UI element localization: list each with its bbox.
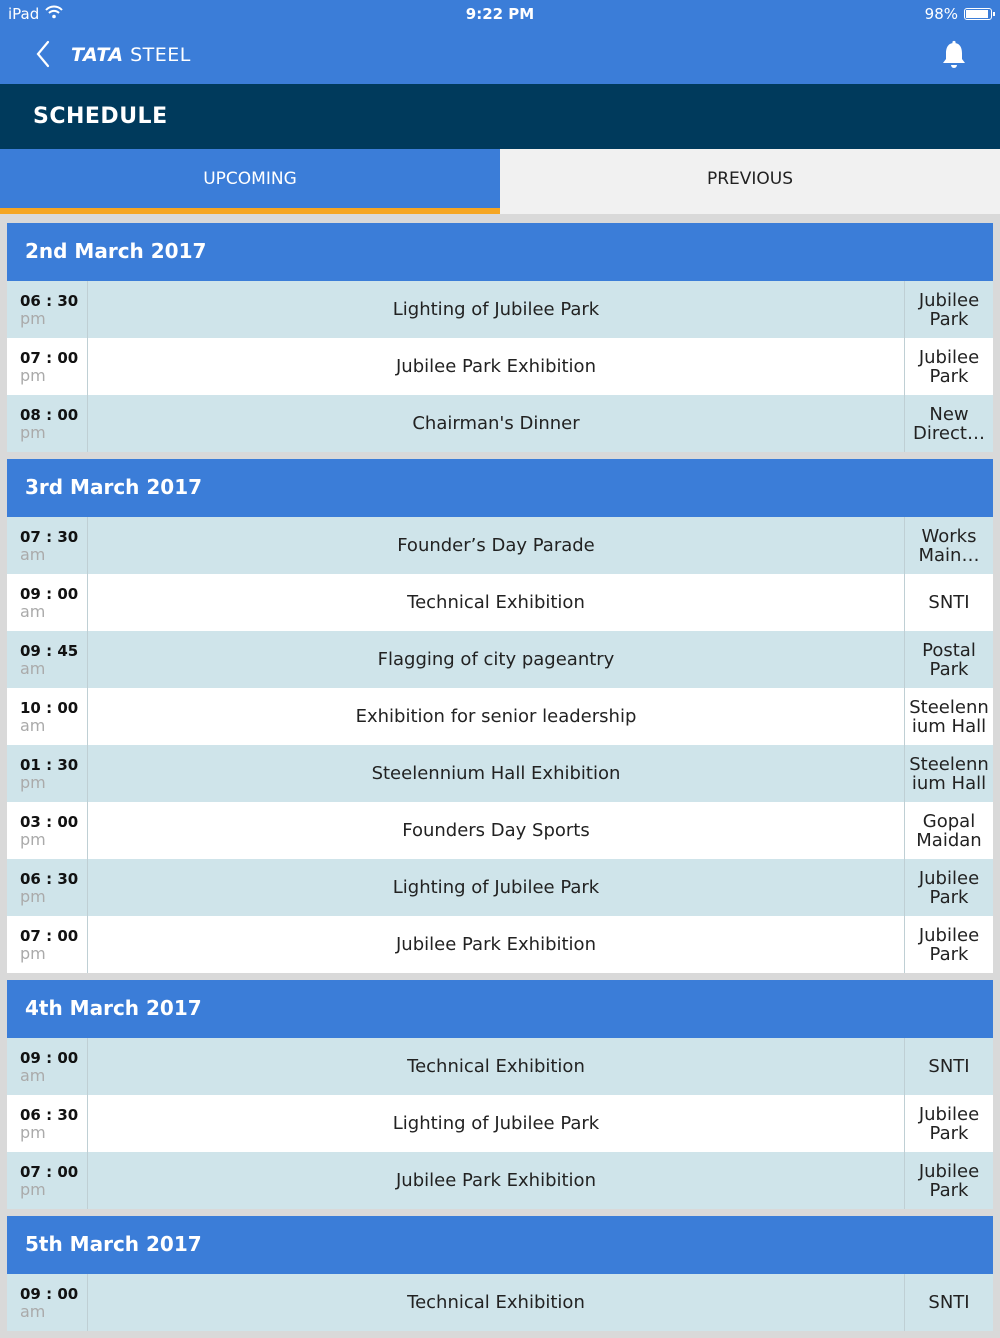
event-title: Founders Day Sports	[402, 820, 590, 841]
brand-logo	[71, 44, 191, 66]
event-time	[7, 1152, 88, 1209]
event-time-ampm: am	[20, 602, 46, 621]
event-time	[7, 281, 88, 338]
event-title: Jubilee Park Exhibition	[396, 1170, 596, 1191]
event-time-hm: 08 : 00	[20, 406, 79, 424]
schedule-row[interactable]	[7, 574, 993, 631]
nav-bar	[0, 28, 1000, 84]
event-time-hm: 10 : 00	[20, 699, 79, 717]
event-time-ampm: pm	[20, 944, 46, 963]
event-venue-line: SNTI	[928, 1292, 970, 1313]
day-header: 2nd March 2017	[7, 223, 993, 281]
bell-icon	[938, 40, 970, 70]
day-section	[7, 1216, 993, 1331]
day-section	[7, 459, 993, 973]
status-bar	[0, 0, 1000, 28]
event-venue-line: Park	[929, 658, 969, 680]
event-venue-line: Jubilee	[918, 867, 980, 889]
event-time-hm: 09 : 00	[20, 1285, 79, 1303]
event-venue-line: Gopal	[922, 810, 976, 832]
event-time-hm: 09 : 00	[20, 1049, 79, 1067]
status-right	[925, 5, 992, 23]
event-time	[7, 745, 88, 802]
event-time-hm: 06 : 30	[20, 1106, 79, 1124]
event-venue-line: Works	[921, 525, 977, 547]
event-venue	[904, 1152, 993, 1209]
event-time-hm: 06 : 30	[20, 292, 79, 310]
event-venue	[904, 1038, 993, 1095]
day-header: 3rd March 2017	[7, 459, 993, 517]
schedule-list[interactable]	[7, 223, 993, 1338]
event-title: Steelennium Hall Exhibition	[371, 763, 621, 784]
event-venue	[904, 1274, 993, 1331]
event-venue-line: Park	[929, 1179, 969, 1201]
event-venue-line: Jubilee	[918, 924, 980, 946]
schedule-row[interactable]	[7, 338, 993, 395]
event-venue-line: Direct…	[913, 422, 985, 444]
tab-upcoming[interactable]: UPCOMING	[0, 149, 500, 214]
event-venue-line: Steelenn	[909, 696, 989, 718]
title-bar	[0, 84, 1000, 149]
event-venue-line: Park	[929, 308, 969, 330]
schedule-row[interactable]	[7, 745, 993, 802]
event-time	[7, 631, 88, 688]
event-title: Technical Exhibition	[407, 1056, 585, 1077]
schedule-row[interactable]	[7, 688, 993, 745]
chevron-left-icon	[30, 36, 64, 76]
battery-icon	[964, 8, 992, 20]
event-time-hm: 01 : 30	[20, 756, 79, 774]
battery-percent: 98%	[924, 5, 958, 23]
schedule-row[interactable]	[7, 1038, 993, 1095]
schedule-row[interactable]	[7, 517, 993, 574]
back-button[interactable]	[30, 36, 64, 76]
event-venue	[904, 802, 993, 859]
event-time	[7, 802, 88, 859]
event-title: Lighting of Jubilee Park	[392, 877, 600, 898]
event-time	[7, 916, 88, 973]
schedule-row[interactable]	[7, 631, 993, 688]
event-time-ampm: pm	[20, 366, 46, 385]
event-venue	[904, 281, 993, 338]
event-title: Technical Exhibition	[407, 592, 585, 613]
event-venue-line: ium Hall	[911, 772, 987, 794]
event-time	[7, 395, 88, 452]
event-time	[7, 1095, 88, 1152]
event-venue	[904, 745, 993, 802]
event-time-hm: 06 : 30	[20, 870, 79, 888]
event-venue-line: Jubilee	[918, 1160, 980, 1182]
event-venue-line: Maidan	[916, 829, 982, 851]
schedule-row[interactable]	[7, 1095, 993, 1152]
battery-fill	[966, 10, 988, 18]
event-venue	[904, 916, 993, 973]
page-title: SCHEDULE	[33, 104, 168, 129]
schedule-row[interactable]	[7, 1274, 993, 1331]
brand-bold: TATA	[71, 44, 124, 66]
event-venue-line: SNTI	[928, 1056, 970, 1077]
event-time-ampm: pm	[20, 1123, 46, 1142]
device-name: iPad	[8, 5, 40, 23]
event-time-ampm: pm	[20, 423, 46, 442]
day-header: 5th March 2017	[7, 1216, 993, 1274]
event-time-hm: 09 : 45	[20, 642, 79, 660]
event-title: Technical Exhibition	[407, 1292, 585, 1313]
schedule-row[interactable]	[7, 1152, 993, 1209]
event-time-ampm: pm	[20, 830, 46, 849]
event-time	[7, 688, 88, 745]
brand-rest: STEEL	[130, 44, 191, 66]
event-time-hm: 07 : 00	[20, 927, 79, 945]
event-venue	[904, 338, 993, 395]
event-time-ampm: am	[20, 659, 46, 678]
day-section	[7, 980, 993, 1209]
event-time-hm: 09 : 00	[20, 585, 79, 603]
event-venue-line: ium Hall	[911, 715, 987, 737]
event-venue	[904, 1095, 993, 1152]
event-time-ampm: pm	[20, 309, 46, 328]
event-venue-line: New	[929, 403, 969, 425]
notifications-button[interactable]	[938, 40, 970, 70]
event-time	[7, 859, 88, 916]
event-venue-line: Park	[929, 365, 969, 387]
event-venue-line: Postal	[922, 639, 976, 661]
event-venue	[904, 395, 993, 452]
event-title: Flagging of city pageantry	[377, 649, 615, 670]
event-venue-line: SNTI	[928, 592, 970, 613]
event-time	[7, 517, 88, 574]
event-venue-line: Jubilee	[918, 346, 980, 368]
event-time-ampm: am	[20, 1302, 46, 1321]
event-title: Lighting of Jubilee Park	[392, 299, 600, 320]
event-time-ampm: am	[20, 545, 46, 564]
event-title: Jubilee Park Exhibition	[396, 934, 596, 955]
event-venue	[904, 574, 993, 631]
event-title: Founder’s Day Parade	[397, 535, 595, 556]
event-title: Exhibition for senior leadership	[355, 706, 637, 727]
event-venue	[904, 859, 993, 916]
event-time	[7, 574, 88, 631]
event-venue-line: Park	[929, 943, 969, 965]
status-time: 9:22 PM	[465, 5, 535, 23]
event-time-ampm: pm	[20, 773, 46, 792]
schedule-row[interactable]	[7, 859, 993, 916]
event-time-hm: 07 : 00	[20, 349, 79, 367]
event-venue	[904, 631, 993, 688]
schedule-row[interactable]	[7, 916, 993, 973]
event-venue-line: Jubilee	[918, 289, 980, 311]
event-time-hm: 07 : 30	[20, 528, 79, 546]
event-time	[7, 1038, 88, 1095]
event-time-hm: 03 : 00	[20, 813, 79, 831]
event-time-ampm: pm	[20, 887, 46, 906]
event-venue-line: Jubilee	[918, 1103, 980, 1125]
event-title: Lighting of Jubilee Park	[392, 1113, 600, 1134]
event-title: Chairman's Dinner	[412, 413, 580, 434]
event-time-ampm: pm	[20, 1180, 46, 1199]
day-section	[7, 223, 993, 452]
event-venue	[904, 517, 993, 574]
event-title: Jubilee Park Exhibition	[396, 356, 596, 377]
event-venue-line: Park	[929, 1122, 969, 1144]
event-time-hm: 07 : 00	[20, 1163, 79, 1181]
event-time	[7, 1274, 88, 1331]
schedule-row[interactable]	[7, 802, 993, 859]
schedule-row[interactable]	[7, 395, 993, 452]
event-venue-line: Main…	[918, 544, 980, 566]
event-time-ampm: am	[20, 1066, 46, 1085]
event-venue-line: Steelenn	[909, 753, 989, 775]
schedule-row[interactable]	[7, 281, 993, 338]
event-venue-line: Park	[929, 886, 969, 908]
tab-bar	[0, 149, 1000, 214]
event-venue	[904, 688, 993, 745]
event-time-ampm: am	[20, 716, 46, 735]
tab-previous[interactable]: PREVIOUS	[500, 149, 1000, 214]
day-header: 4th March 2017	[7, 980, 993, 1038]
event-time	[7, 338, 88, 395]
